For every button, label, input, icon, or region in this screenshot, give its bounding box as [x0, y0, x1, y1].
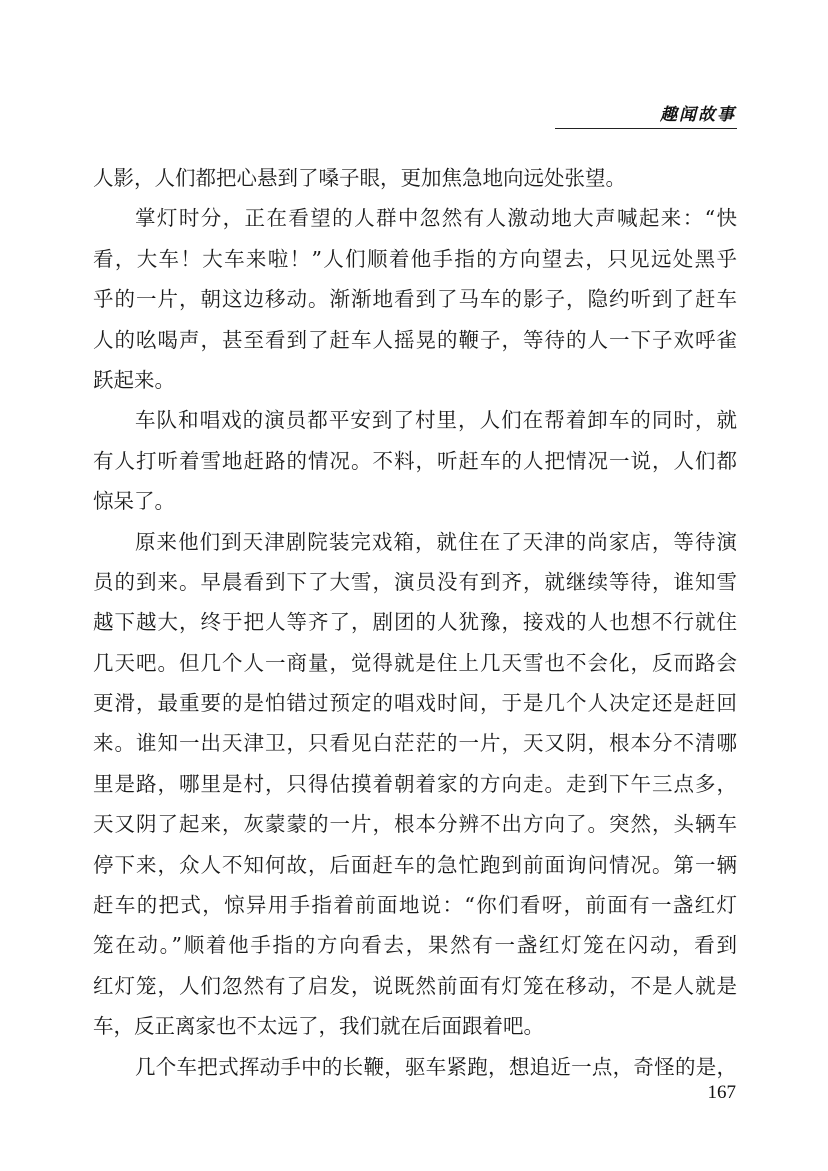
- text-line: 几天吧。但几个人一商量，觉得就是住上几天雪也不会化，反而路会: [93, 650, 737, 675]
- text-line: 停下来，众人不知何故，后面赶车的急忙跑到前面询问情况。第一辆: [93, 852, 737, 877]
- text-line: 车，反正离家也不太远了，我们就在后面跟着吧。: [93, 1014, 544, 1039]
- text-line: 里是路，哪里是村，只得估摸着朝着家的方向走。走到下午三点多，: [93, 771, 737, 796]
- text-line: 有人打听着雪地赶路的情况。不料，听赶车的人把情况一说，人们都: [93, 448, 737, 473]
- paragraph-first-line: 车队和唱戏的演员都平安到了村里，人们在帮着卸车的同时，就: [135, 408, 737, 433]
- text-line: 越下越大，终于把人等齐了，剧团的人犹豫，接戏的人也想不行就住: [93, 610, 737, 635]
- running-head-title: 趣闻故事: [660, 105, 736, 125]
- paragraph-first-line: 掌灯时分，正在看望的人群中忽然有人激动地大声喊起来：“快: [135, 206, 737, 231]
- text-line: 天又阴了起来，灰蒙蒙的一片，根本分辨不出方向了。突然，头辆车: [93, 812, 737, 837]
- running-head-rule: [555, 128, 737, 129]
- paragraph-first-line: 几个车把式挥动手中的长鞭，驱车紧跑，想追近一点，奇怪的是，: [135, 1054, 737, 1079]
- page-number: 167: [707, 1082, 736, 1103]
- text-line: 跃起来。: [93, 367, 175, 392]
- text-line: 看，大车！大车来啦！”人们顺着他手指的方向望去，只见远处黑乎: [93, 246, 737, 271]
- text-line: 人的吆喝声，甚至看到了赶车人摇晃的鞭子，等待的人一下子欢呼雀: [93, 327, 737, 352]
- text-line: 乎的一片，朝这边移动。渐渐地看到了马车的影子，隐约听到了赶车: [93, 287, 737, 312]
- text-line: 员的到来。早晨看到下了大雪，演员没有到齐，就继续等待，谁知雪: [93, 569, 737, 594]
- text-line: 红灯笼，人们忽然有了启发，说既然前面有灯笼在移动，不是人就是: [93, 973, 737, 998]
- text-line: 更滑，最重要的是怕错过预定的唱戏时间，于是几个人决定还是赶回: [93, 691, 737, 716]
- paragraph-first-line: 原来他们到天津剧院装完戏箱，就住在了天津的尚家店，等待演: [135, 529, 737, 554]
- text-line: 赶车的把式，惊异用手指着前面地说：“你们看呀，前面有一盏红灯: [93, 893, 737, 918]
- body-text: [93, 158, 737, 1087]
- text-line: 人影，人们都把心悬到了嗓子眼，更加焦急地向远处张望。: [93, 166, 626, 190]
- text-line: 笼在动。”顺着他手指的方向看去，果然有一盏红灯笼在闪动，看到: [93, 933, 737, 958]
- text-line: 惊呆了。: [93, 489, 175, 514]
- text-line: 来。谁知一出天津卫，只看见白茫茫的一片，天又阴，根本分不清哪: [93, 731, 737, 756]
